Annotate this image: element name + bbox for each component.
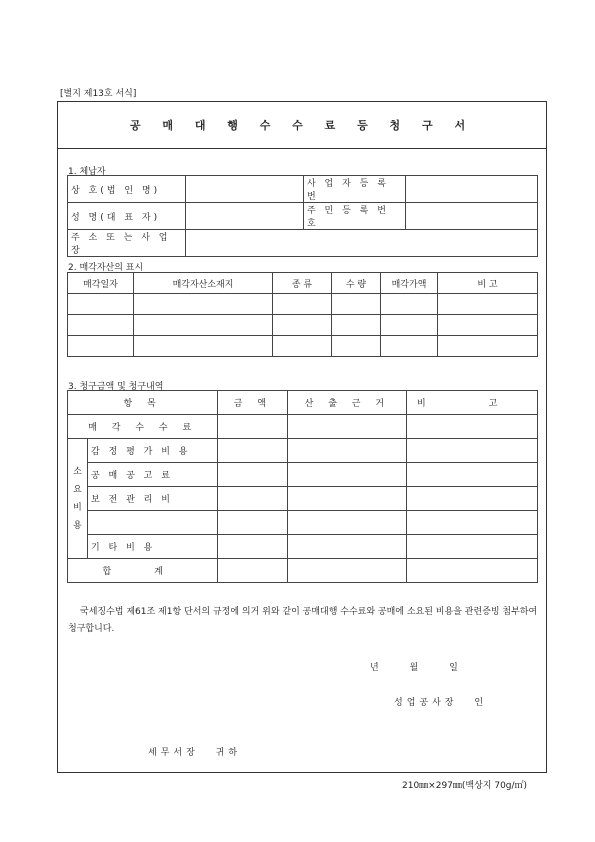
col-sale-date: 매각일자 bbox=[68, 273, 134, 294]
table-row bbox=[68, 176, 538, 203]
cell[interactable] bbox=[218, 535, 288, 559]
section1-heading: 1. 체납자 bbox=[68, 167, 106, 177]
cell[interactable] bbox=[407, 415, 538, 439]
cell[interactable] bbox=[273, 336, 332, 357]
business-reg-field[interactable] bbox=[406, 176, 538, 203]
table-row bbox=[68, 391, 538, 415]
signer: 성업공사장 인 bbox=[394, 698, 488, 708]
cell[interactable] bbox=[288, 559, 407, 583]
business-name-field[interactable] bbox=[186, 176, 304, 203]
cell[interactable] bbox=[134, 294, 273, 315]
cell[interactable] bbox=[288, 511, 407, 535]
cell[interactable] bbox=[218, 487, 288, 511]
form-label: [별지 제13호 서식] bbox=[60, 89, 137, 99]
cell[interactable] bbox=[407, 487, 538, 511]
cell[interactable] bbox=[288, 463, 407, 487]
cell[interactable] bbox=[218, 511, 288, 535]
cell[interactable] bbox=[273, 294, 332, 315]
recipient: 세무서장 귀하 bbox=[148, 748, 242, 758]
business-reg-label: 사 업 자 등 록 번 bbox=[304, 176, 406, 203]
cell[interactable] bbox=[68, 294, 134, 315]
cell[interactable] bbox=[68, 315, 134, 336]
cost-item: 보 전 관 리 비 bbox=[88, 487, 218, 511]
representative-field[interactable] bbox=[186, 203, 304, 230]
table-row bbox=[68, 487, 538, 511]
table-row bbox=[68, 273, 538, 294]
table-row bbox=[68, 535, 538, 559]
resident-reg-field[interactable] bbox=[406, 203, 538, 230]
cell[interactable] bbox=[288, 439, 407, 463]
cell[interactable] bbox=[407, 511, 538, 535]
total-label: 합 계 bbox=[68, 559, 218, 583]
asset-table bbox=[67, 272, 538, 357]
cell[interactable] bbox=[438, 336, 538, 357]
table-row bbox=[68, 511, 538, 535]
cell[interactable] bbox=[381, 315, 438, 336]
col-item: 항 목 bbox=[68, 391, 218, 415]
claim-table bbox=[67, 390, 538, 583]
cell[interactable] bbox=[288, 535, 407, 559]
form-title: 공 매 대 행 수 수 료 등 청 구 서 bbox=[129, 119, 475, 132]
date-line: 년 월 일 bbox=[370, 663, 458, 673]
cell[interactable] bbox=[134, 336, 273, 357]
cell[interactable] bbox=[407, 439, 538, 463]
cost-side-text: 소요비용 bbox=[73, 466, 82, 531]
col-amount: 금 액 bbox=[218, 391, 288, 415]
section3-heading: 3. 청구금액 및 청구내역 bbox=[68, 382, 164, 392]
cell[interactable] bbox=[288, 415, 407, 439]
cost-item[interactable] bbox=[88, 511, 218, 535]
cell[interactable] bbox=[407, 535, 538, 559]
cell[interactable] bbox=[407, 463, 538, 487]
cell[interactable] bbox=[218, 415, 288, 439]
col-type: 종 류 bbox=[273, 273, 332, 294]
table-row bbox=[68, 203, 538, 230]
col-asset-location: 매각자산소재지 bbox=[134, 273, 273, 294]
cell[interactable] bbox=[381, 336, 438, 357]
address-field[interactable] bbox=[186, 230, 538, 257]
table-row bbox=[68, 230, 538, 257]
cost-item: 감 정 평 가 비 용 bbox=[88, 439, 218, 463]
cell[interactable] bbox=[332, 315, 381, 336]
business-name-label: 상 호(법 인 명) bbox=[68, 176, 186, 203]
section2-heading: 2. 매각자산의 표시 bbox=[68, 263, 144, 273]
col-remarks: 비 고 bbox=[407, 391, 538, 415]
table-row bbox=[68, 315, 538, 336]
table-row bbox=[68, 439, 538, 463]
cell[interactable] bbox=[218, 463, 288, 487]
table-row bbox=[68, 336, 538, 357]
table-row bbox=[68, 559, 538, 583]
address-label: 주 소 또 는 사 업 장 bbox=[68, 230, 186, 257]
cost-side-label bbox=[68, 439, 88, 559]
cell[interactable] bbox=[218, 439, 288, 463]
taxpayer-table bbox=[67, 175, 538, 257]
col-basis: 산 출 근 거 bbox=[288, 391, 407, 415]
col-quantity: 수 량 bbox=[332, 273, 381, 294]
paper-spec: 210㎜×297㎜(백상지 70g/㎡) bbox=[402, 781, 528, 791]
resident-reg-label: 주 민 등 록 번 호 bbox=[304, 203, 406, 230]
cell[interactable] bbox=[273, 315, 332, 336]
sale-fee-label: 매 각 수 수 료 bbox=[68, 415, 218, 439]
cell[interactable] bbox=[134, 315, 273, 336]
table-row bbox=[68, 415, 538, 439]
cell[interactable] bbox=[218, 559, 288, 583]
cell[interactable] bbox=[381, 294, 438, 315]
cell[interactable] bbox=[332, 336, 381, 357]
col-remarks: 비 고 bbox=[438, 273, 538, 294]
title-row bbox=[58, 102, 546, 149]
col-sale-price: 매각가액 bbox=[381, 273, 438, 294]
statement-text: 국세징수법 제61조 제1항 단서의 규정에 의거 위와 같이 공매대행 수수료와 공매에 소요된 비용을 관련증빙 첨부하여 청구합니다. bbox=[68, 607, 538, 634]
cell[interactable] bbox=[68, 336, 134, 357]
cost-item: 공 매 공 고 료 bbox=[88, 463, 218, 487]
cell[interactable] bbox=[288, 487, 407, 511]
cell[interactable] bbox=[407, 559, 538, 583]
cost-item: 기 타 비 용 bbox=[88, 535, 218, 559]
cell[interactable] bbox=[438, 315, 538, 336]
form-frame bbox=[57, 101, 547, 773]
cell[interactable] bbox=[438, 294, 538, 315]
cell[interactable] bbox=[332, 294, 381, 315]
table-row bbox=[68, 294, 538, 315]
representative-label: 성 명(대 표 자) bbox=[68, 203, 186, 230]
table-row bbox=[68, 463, 538, 487]
